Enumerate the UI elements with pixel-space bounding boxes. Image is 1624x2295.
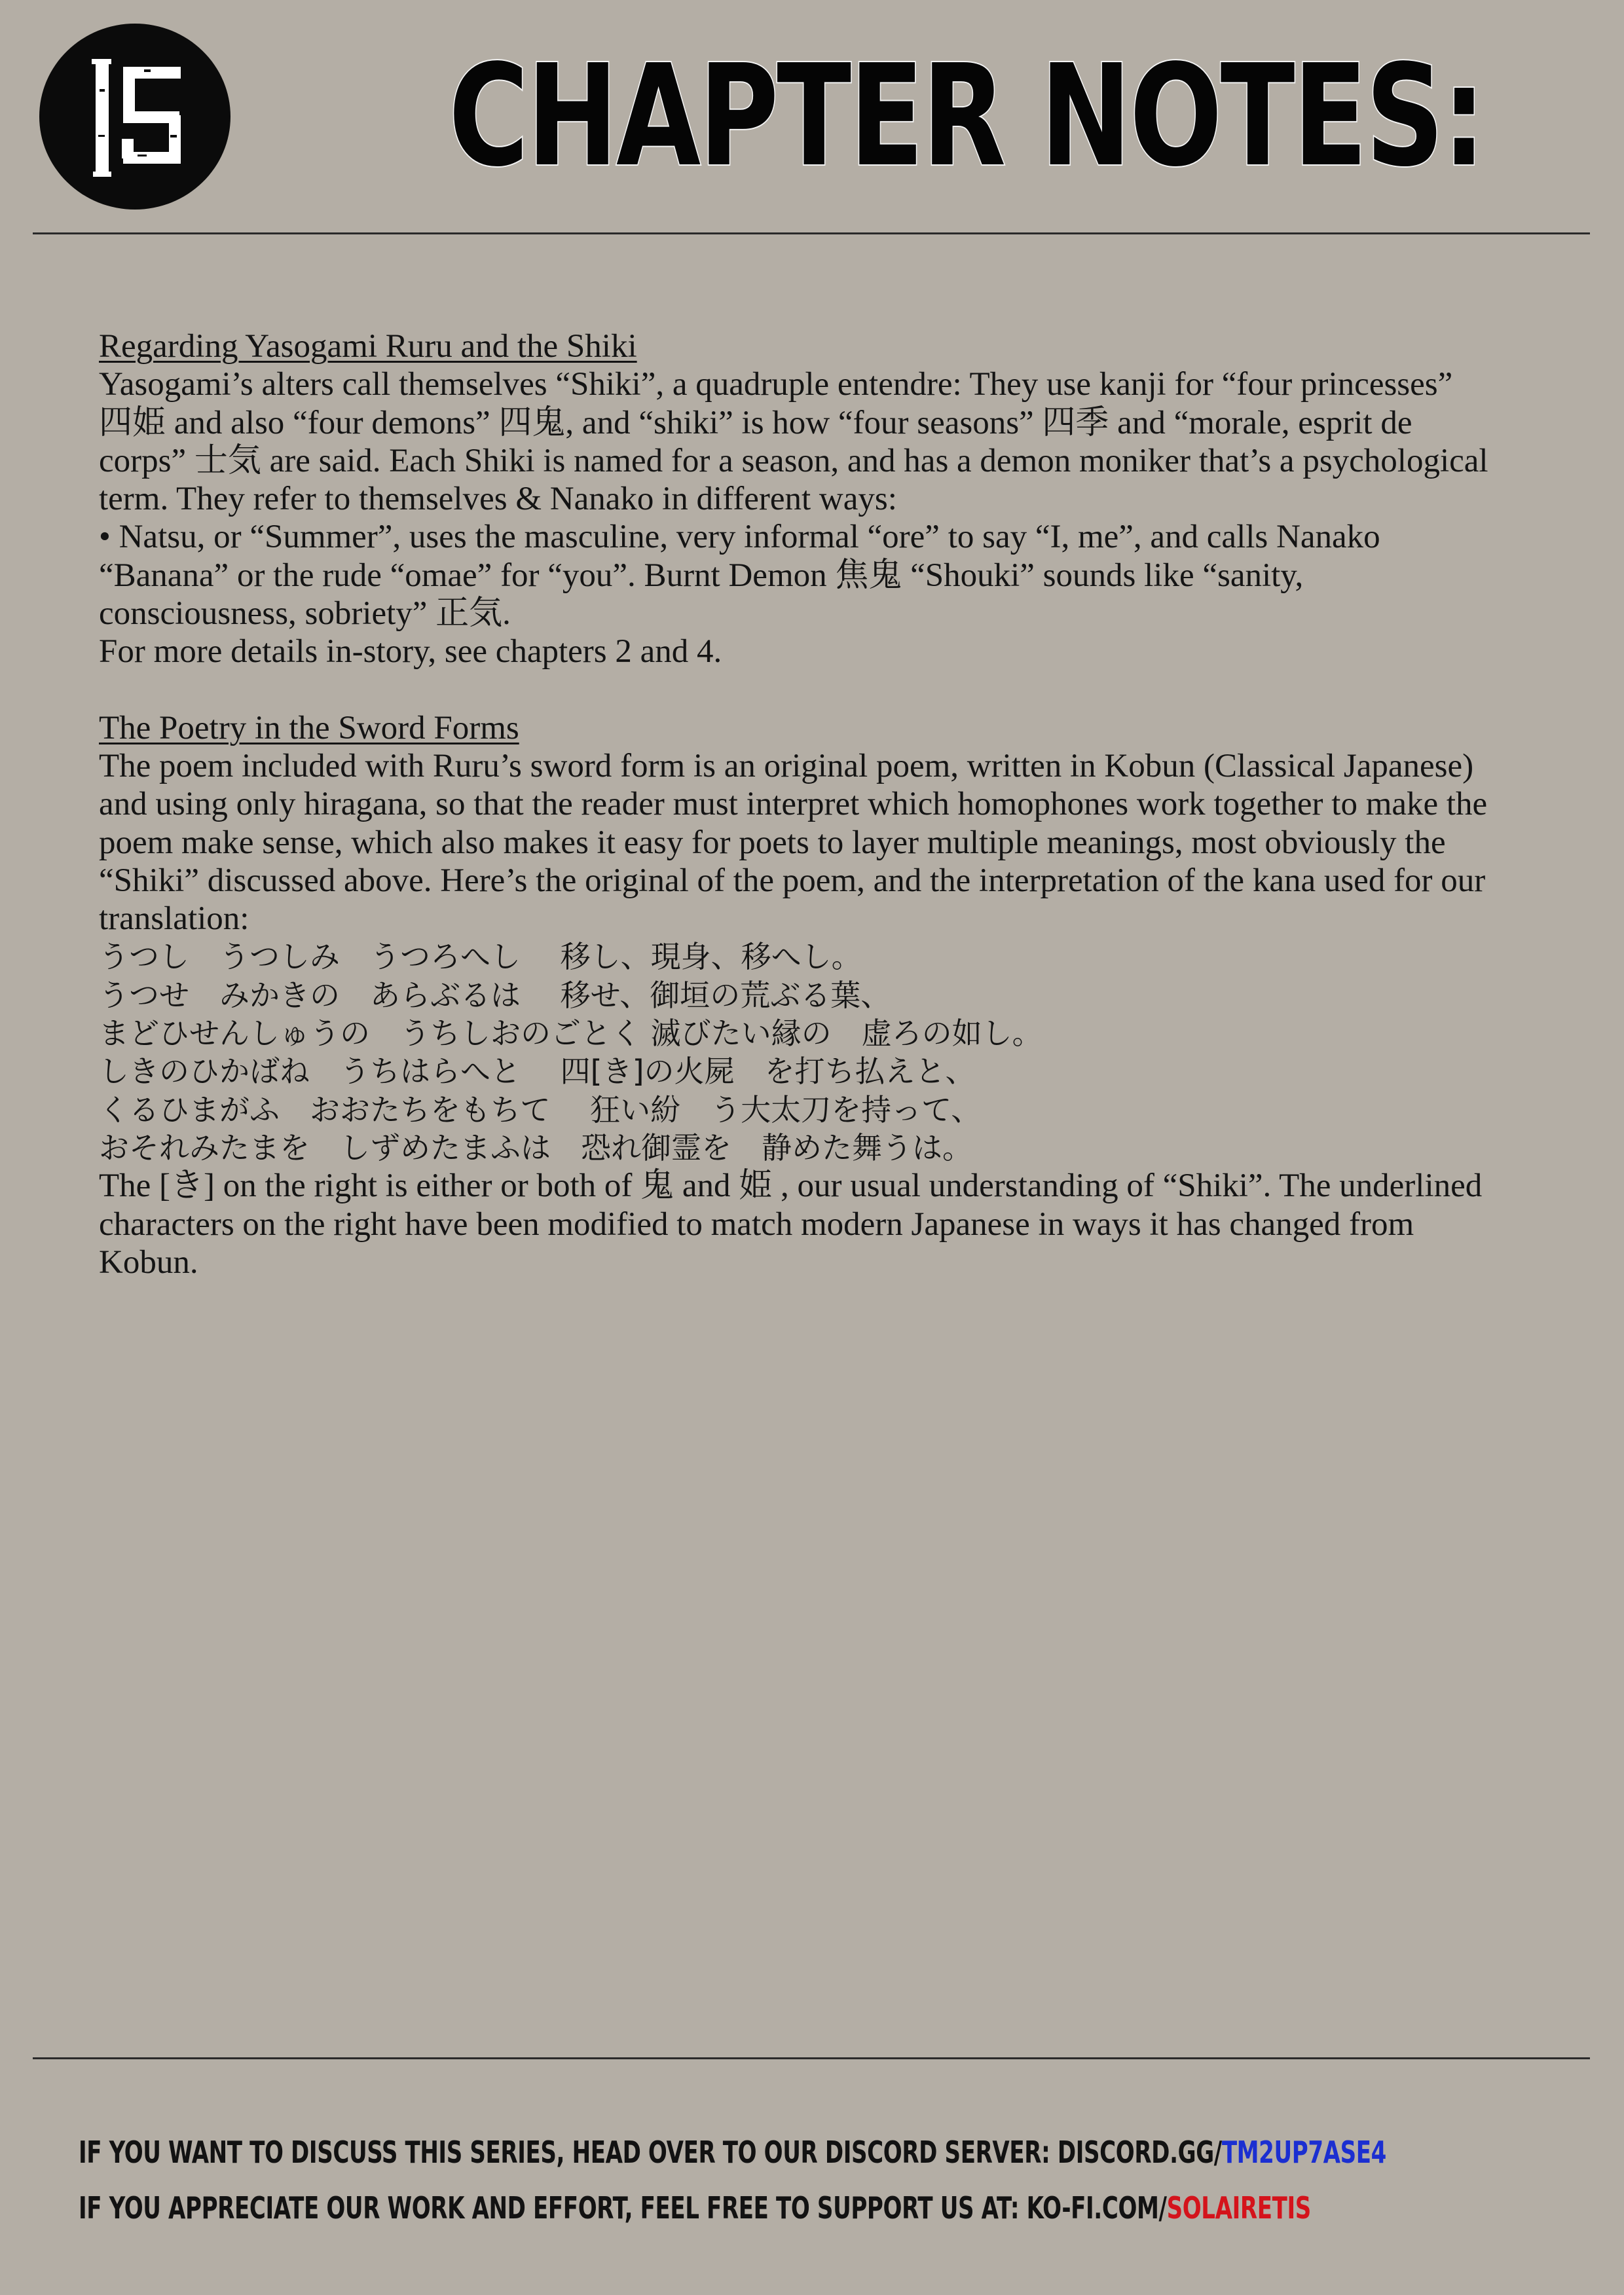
- logo: [39, 24, 231, 210]
- kofi-prefix: IF YOU APPRECIATE OUR WORK AND EFFORT, FEEL FREE TO SUPPORT US AT: KO-FI.COM/: [79, 2190, 1167, 2226]
- discord-prefix: IF YOU WANT TO DISCUSS THIS SERIES, HEAD OVER TO OUR DISCORD SERVER: DISCORD.GG/: [79, 2135, 1222, 2170]
- page-title: CHAPTER NOTES:: [449, 35, 1485, 198]
- poetry-paragraph: The poem included with Ruru’s sword form is an original poem, written in Kobun (Classical Japanese) and using only hiragana, so that the reader must interpret which homophones work together to make the poem make sense, which also makes it easy for poets to layer multiple meanings, most obviously the “Shiki” discussed above. Here’s the original of the poem, and the interpretation of the kana used for our translation:: [99, 747, 1488, 938]
- section-heading-shiki: Regarding Yasogami Ruru and the Shiki: [99, 328, 637, 365]
- natsu-bullet: • Natsu, or “Summer”, uses the masculine, very informal “ore” to say “I, me”, and calls Nanako “Banana” or the rude “omae” for “you”. Burnt Demon 焦鬼 “Shouki” sounds like “sanity, consciousness, sobriety” 正気.: [99, 519, 1380, 633]
- section-spacer: [99, 671, 1494, 709]
- notes-content: [99, 327, 1494, 1281]
- section-shiki: [99, 327, 1494, 671]
- chapter-reference: For more details in-story, see chapters 2 and 4.: [99, 633, 722, 670]
- poem-block: [99, 938, 1494, 1167]
- bottom-divider: [33, 2057, 1590, 2059]
- poem-line: うつし うつしみ うつろへし 移し、現身、移へし。: [99, 939, 862, 975]
- poem-line: おそれみたまを しずめたまふは 恐れ御霊を 静めた舞うは。: [99, 1129, 972, 1166]
- poem-line: まどひせんしゅうの うちしおのごとく 滅びたい縁の 虚ろの如し。: [99, 1016, 1043, 1052]
- section-heading-poetry: The Poetry in the Sword Forms: [99, 709, 519, 746]
- top-divider: [33, 232, 1590, 234]
- poem-line: くるひまがふ おおたちをもちて 狂い紛 う大太刀を持って、: [99, 1092, 982, 1128]
- kofi-link[interactable]: SOLAIRETIS: [1166, 2190, 1311, 2226]
- discord-invite-link[interactable]: TM2UP7ASE4: [1221, 2135, 1386, 2170]
- discord-notice: [79, 2135, 1386, 2170]
- section-poetry: [99, 709, 1494, 1281]
- logo-mark: [39, 24, 231, 210]
- kofi-notice: [79, 2190, 1311, 2226]
- poem-line: しきのひかばね うちはらへと 四[き]の火屍 を打ち払えと、: [99, 1054, 976, 1090]
- shiki-intro-paragraph: Yasogami’s alters call themselves “Shiki”, a quadruple entendre: They use kanji for “four princesses” 四姫 and also “four demons” 四鬼, and “shiki” is how “four seasons” 四季 and “morale, esprit de corps” 士気 are said. Each Shiki is named for a season, and has a demon moniker that’s a psychological term. They refer to themselves & Nanako in different ways:: [99, 366, 1488, 518]
- poetry-closing-paragraph: The [き] on the right is either or both of 鬼 and 姫 , our usual understanding of “Shiki”. The underlined characters on the right have been modified to match modern Japanese in ways it has changed from Kobun.: [99, 1167, 1483, 1281]
- poem-line: うつせ みかきの あらぶるは 移せ、御垣の荒ぶる葉、: [99, 977, 891, 1013]
